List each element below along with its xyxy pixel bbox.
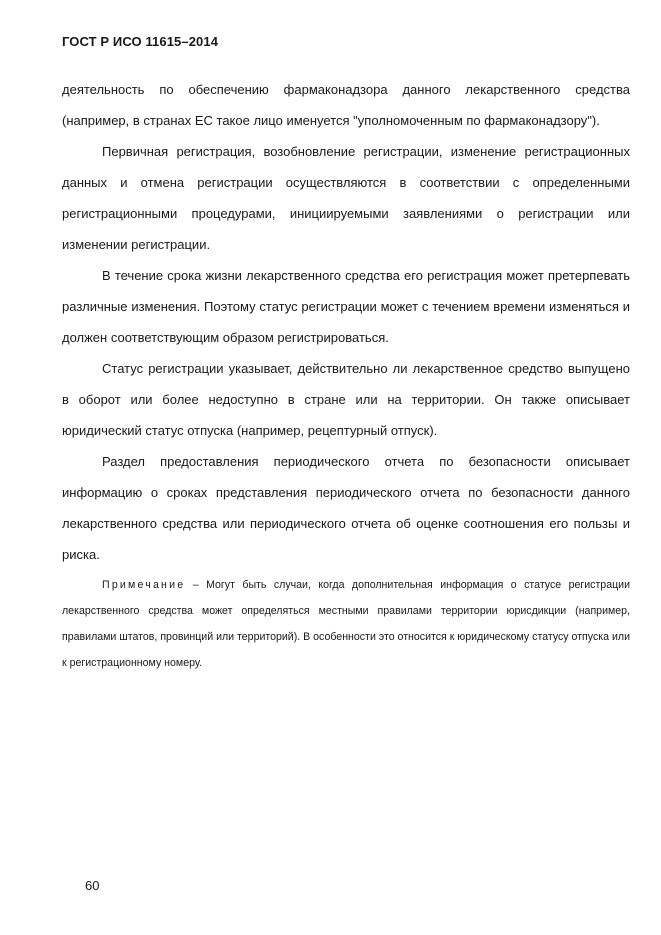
note — [62, 572, 630, 676]
document-header: ГОСТ Р ИСО 11615–2014 — [62, 34, 219, 49]
note-text: – Могут быть случаи, когда дополнительная информация о статусе регистрации лекарственного средства может определяться местными правилами территории юрисдикции (например, правилами штатов, провинций или территорий). В особенности это относится к юридическому статусу отпуска или к регистрационному номеру. — [62, 579, 630, 669]
main-text — [62, 74, 630, 676]
note-label: Примечание — [102, 579, 186, 591]
paragraph-continuation: деятельность по обеспечению фармаконадзора данного лекарственного средства (например, в странах ЕС такое лицо именуется "уполномоченным по фармаконадзору"). — [62, 82, 630, 128]
paragraph-registration-status: Статус регистрации указывает, действительно ли лекарственное средство выпущено в оборот или более недоступно в стране или на территории. Он также описывает юридический статус отпуска (например, рецептурный отпуск). — [62, 361, 630, 438]
paragraph-registration-changes: В течение срока жизни лекарственного средства его регистрация может претерпевать различные изменения. Поэтому статус регистрации может с течением времени изменяться и должен соответствующим образом регистрироваться. — [62, 268, 630, 345]
paragraph-periodic-report: Раздел предоставления периодического отчета по безопасности описывает информацию о сроках представления периодического отчета по безопасности данного лекарственного средства или периодического отчета об оценке соотношения его пользы и риска. — [62, 454, 630, 562]
page-number: 60 — [85, 878, 100, 893]
paragraph-registration-procedures: Первичная регистрация, возобновление регистрации, изменение регистрационных данных и отмена регистрации осуществляются в соответствии с определенными регистрационными процедурами, инициируемыми заявлениями о регистрации или изменении регистрации. — [62, 144, 630, 252]
